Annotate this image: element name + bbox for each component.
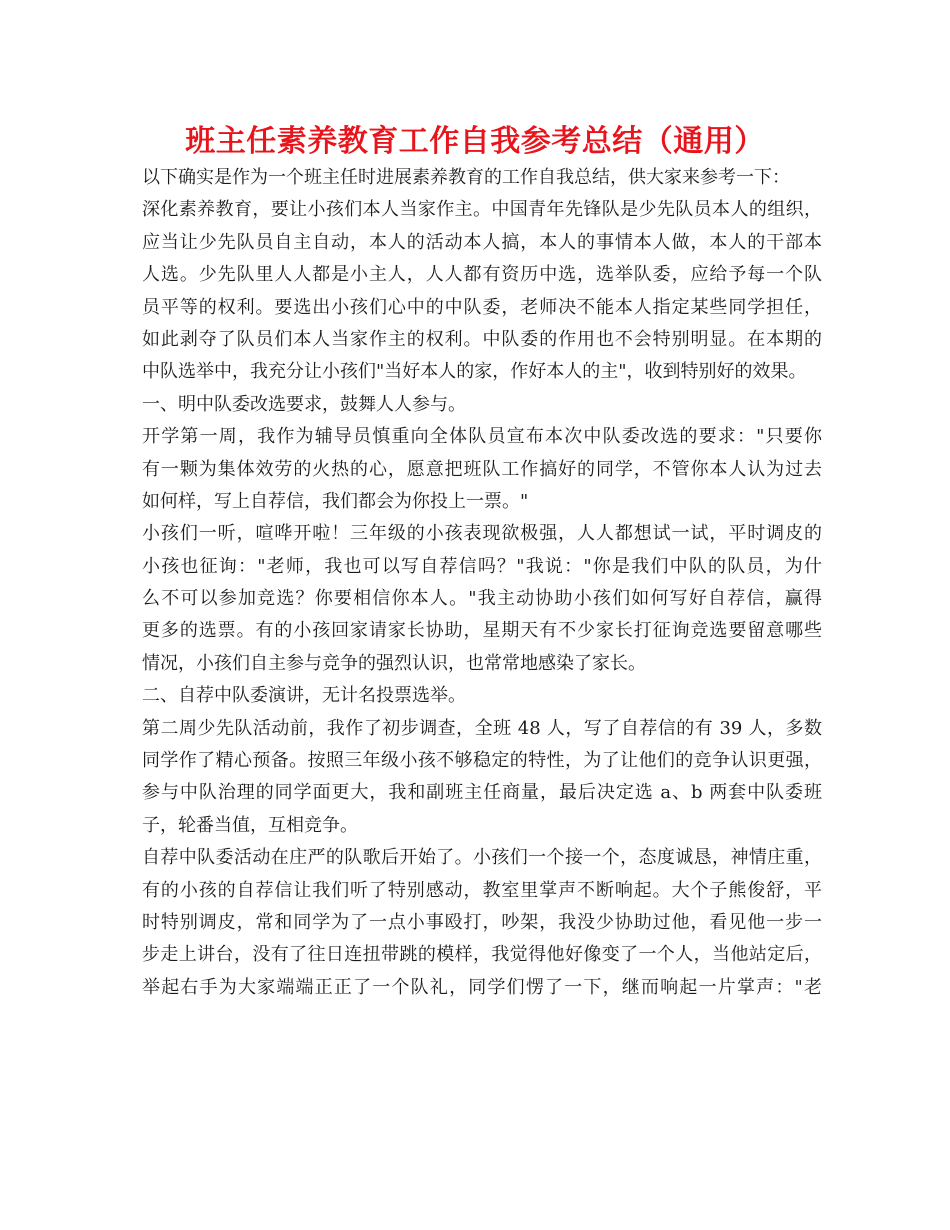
body-text-line: 开学第一周，我作为辅导员慎重向全体队员宣布本次中队委改选的要求："只要你 bbox=[142, 426, 822, 448]
body-text-line: 参与中队治理的同学面更大，我和副班主任商量，最后决定选 a、b 两套中队委班 bbox=[142, 782, 822, 804]
body-text-line: 步走上讲台，没有了往日连扭带跳的模样，我觉得他好像变了一个人，当他站定后， bbox=[142, 944, 822, 966]
document-title: 班主任素养教育工作自我参考总结（通用） bbox=[185, 124, 765, 159]
document-body bbox=[142, 162, 822, 1004]
body-text-line: 一、明中队委改选要求，鼓舞人人参与。 bbox=[142, 393, 466, 415]
body-text-line: 有一颗为集体效劳的火热的心，愿意把班队工作搞好的同学，不管你本人认为过去 bbox=[142, 458, 822, 480]
body-text-line: 举起右手为大家端端正正了一个队礼，同学们愣了一下，继而响起一片掌声："老 bbox=[142, 976, 822, 998]
body-text-line: 深化素养教育，要让小孩们本人当家作主。中国青年先锋队是少先队员本人的组织， bbox=[142, 199, 822, 221]
body-text-line: 小孩们一听，喧哗开啦！三年级的小孩表现欲极强，人人都想试一试，平时调皮的 bbox=[142, 523, 822, 545]
body-text-line: 小孩也征询："老师，我也可以写自荐信吗？"我说："你是我们中队的队员，为什 bbox=[142, 555, 822, 577]
body-text-line: 如此剥夺了队员们本人当家作主的权利。中队委的作用也不会特别明显。在本期的 bbox=[142, 328, 822, 350]
body-text-line: 同学作了精心预备。按照三年级小孩不够稳定的特性，为了让他们的竞争认识更强， bbox=[142, 750, 822, 772]
body-text-line: 时特别调皮，常和同学为了一点小事殴打，吵架，我没少协助过他，看见他一步一 bbox=[142, 911, 822, 933]
body-text-line: 有的小孩的自荐信让我们听了特别感动，教室里掌声不断响起。大个子熊俊舒，平 bbox=[142, 879, 822, 901]
body-text-line: 第二周少先队活动前，我作了初步调查，全班 48 人，写了自荐信的有 39 人，多数 bbox=[142, 717, 822, 739]
body-text-line: 更多的选票。有的小孩回家请家长协助，星期天有不少家长打征询竞选要留意哪些 bbox=[142, 620, 822, 642]
body-text-line: 以下确实是作为一个班主任时进展素养教育的工作自我总结，供大家来参考一下： bbox=[142, 167, 790, 188]
body-text-line: 员平等的权利。要选出小孩们心中的中队委，老师决不能本人指定某些同学担任， bbox=[142, 296, 822, 318]
body-text-line: 如何样，写上自荐信，我们都会为你投上一票。" bbox=[142, 490, 529, 512]
body-text-line: 应当让少先队员自主自动，本人的活动本人搞，本人的事情本人做，本人的干部本 bbox=[142, 231, 822, 253]
body-text-line: 人选。少先队里人人都是小主人，人人都有资历中选，选举队委，应给予每一个队 bbox=[142, 264, 822, 286]
body-text-line: 自荐中队委活动在庄严的队歌后开始了。小孩们一个接一个，态度诚恳，神情庄重， bbox=[142, 847, 822, 869]
body-text-line: 情况，小孩们自主参与竞争的强烈认识，也常常地感染了家长。 bbox=[142, 652, 646, 674]
body-text-line: 二、自荐中队委演讲，无计名投票选举。 bbox=[142, 685, 466, 707]
body-text-line: 么不可以参加竞选？你要相信你本人。"我主动协助小孩们如何写好自荐信，赢得 bbox=[142, 588, 822, 610]
body-text-line: 子，轮番当值，互相竞争。 bbox=[142, 814, 358, 836]
body-text-line: 中队选举中，我充分让小孩们"当好本人的家，作好本人的主"，收到特别好的效果。 bbox=[142, 361, 807, 383]
